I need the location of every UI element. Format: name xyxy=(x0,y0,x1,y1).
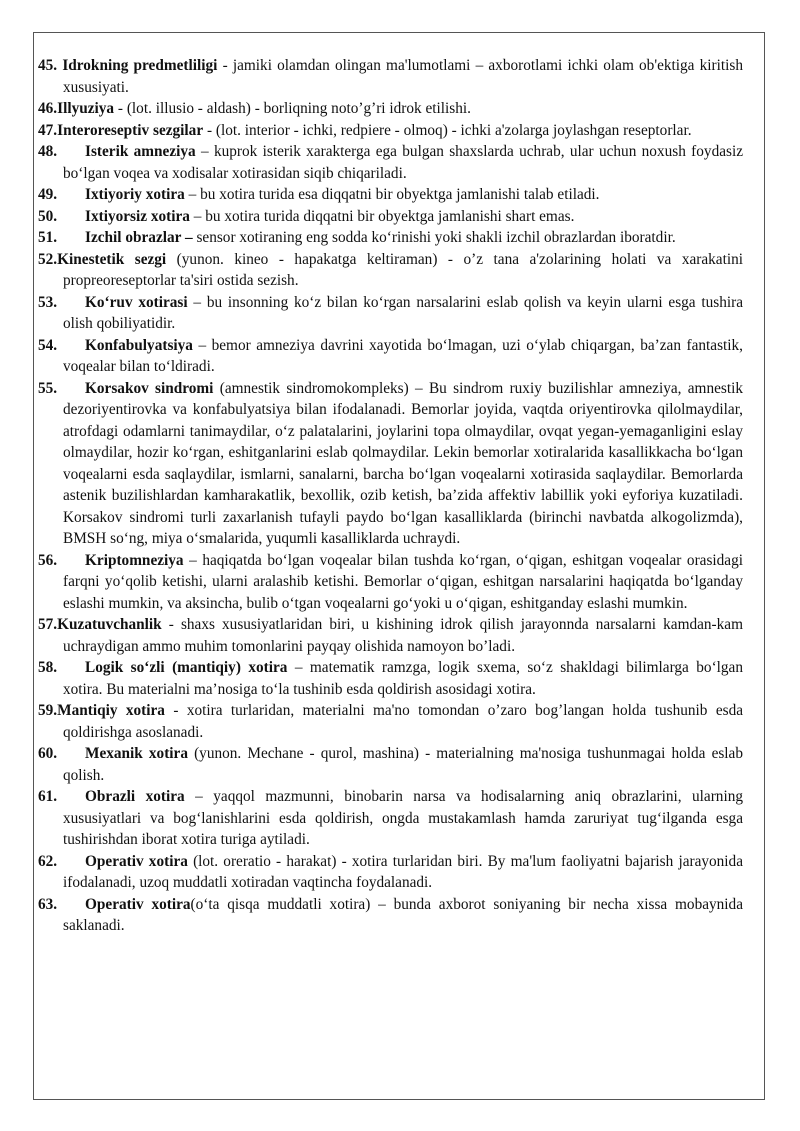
entry-number: 47. xyxy=(38,121,58,139)
entry-definition: (amnestik sindromokompleks) – Bu sindrom ruxiy buzilishlar amneziya, amnestik dezoriyentirovka va konfabulyatsiya bilan ifodalanadi. Bemorlar joyida, vaqtda oriyentirovka qilolmaydilar, atrofdagi odamlarni tanimaydilar, o‘z palatalarini, joylarini topa olmaydilar, ovqat yegan-yemaganligini eslay olmaydilar, hozir ko‘rgan, eshitganlarini eslab qolmaydilar. Lekin bemorlar xotiralarida kasallikkacha bo‘lgan voqealarni esda saqlaydilar, ismlarni, sanalarni, barcha bo‘lgan voqealarni xotirasida saqlaydilar. Bemorlarda astenik buzilishlardan kamharakatlik, bexollik, ozib ketish, ba’zida affektiv labillik yoki eyforiya kuzatiladi. Korsakov sindromi turli zaxarlanish tufayli paydo bo‘lgan kasalliklarda (birinchi navbatda alkogolizmda), BMSH so‘ng, miya o‘smalarida, yuqumli kasalliklarda uchraydi. xyxy=(63,379,743,547)
entry-definition: - (lot. illusio - aldash) - borliqning noto’g’ri idrok etilishi. xyxy=(114,100,471,117)
glossary-entry xyxy=(38,851,743,894)
entry-number: 48. xyxy=(38,143,58,160)
entry-definition: – bemor amneziya davrini xayotida bo‘lmagan, uzi o‘ylab chiqargan, ba’zan fantastik, voqealar bilan to‘ldiradi. xyxy=(63,336,743,375)
glossary-entry xyxy=(38,743,743,786)
entry-term: Logik so‘zli (mantiqiy) xotira xyxy=(85,659,288,676)
entry-term: Izchil obrazlar – xyxy=(85,229,193,246)
entry-term: Korsakov sindromi xyxy=(85,379,214,397)
entry-term: Konfabulyatsiya xyxy=(85,336,193,354)
glossary-entry xyxy=(38,98,743,120)
glossary-entry xyxy=(38,249,743,292)
entry-term: Ixtiyorsiz xotira xyxy=(85,207,190,225)
entry-number: 53. xyxy=(38,293,58,311)
entry-term: Kinestetik sezgi xyxy=(57,250,167,268)
entry-number: 60. xyxy=(38,745,58,762)
entry-definition: - shaxs xususiyatlaridan biri, u kishining idrok qilish jarayonnda narsalarni kamdan-kam uchraydigan ammo muhim tomonlarini payqay olishida namoyon bo’ladi. xyxy=(63,616,743,655)
glossary-list xyxy=(38,55,743,937)
entry-number: 54. xyxy=(38,336,58,354)
entry-definition: (yunon. Mechane - qurol, mashina) - materialning ma'nosiga tushunmagai holda eslab qolish. xyxy=(63,745,743,784)
entry-term: Operativ xotira xyxy=(85,852,188,870)
glossary-entry xyxy=(38,550,743,615)
entry-definition: – yaqqol mazmunni, binobarin narsa va hodisalarning aniq obrazlarini, ularning xususiyatlari va bog‘lanishlarini esda qoldirish, ongda mustakamlash hamda zaruriyat tug‘ilganda esga tushirishdan iborat xotira turiga aytiladi. xyxy=(63,788,743,848)
entry-definition: – kuprok isterik xarakterga ega bulgan shaxslarda uchrab, ular uchun noxush foydasiz bo‘lgan voqea va xodisalar xotirasidan siqib chiqariladi. xyxy=(63,143,743,182)
glossary-entry xyxy=(38,206,743,228)
glossary-entry xyxy=(38,335,743,378)
entry-definition: - xotira turlaridan, materialni ma'no tomondan o’zaro bog’langan holda tushunib esda qoldirishga asoslanadi. xyxy=(63,702,744,741)
entry-number: 51. xyxy=(38,229,58,246)
entry-term: Mexanik xotira xyxy=(85,745,188,762)
glossary-entry xyxy=(38,184,743,206)
entry-number: 52. xyxy=(38,250,58,268)
entry-number: 63. xyxy=(38,895,58,913)
glossary-entry xyxy=(38,894,743,937)
entry-term: Obrazli xotira xyxy=(85,788,185,805)
entry-definition: (lot. oreratio - harakat) - xotira turlaridan biri. By ma'lum faoliyatni bajarish jarayonida ifodalanadi, uzoq muddatli xotiradan vaqtincha foydalanadi. xyxy=(63,852,743,891)
glossary-entry xyxy=(38,292,743,335)
entry-number: 57. xyxy=(38,616,58,633)
entry-number: 61. xyxy=(38,788,58,805)
entry-number: 49. xyxy=(38,186,58,203)
entry-definition: – matematik ramzga, logik sxema, so‘z shakldagi bilimlarga bo‘lgan xotira. Bu materialni ma’nosiga to‘la tushinib esda qoldirish asosidagi xotira. xyxy=(63,659,743,698)
entry-number: 62. xyxy=(38,852,58,870)
entry-definition: – bu xotira turida esa diqqatni bir obyektga jamlanishi talab etiladi. xyxy=(184,186,600,203)
entry-definition: (yunon. kineo - hapakatga keltiraman) - o’z tana a'zolarining holati va xarakatini propreoreseptorlar ta'siri ostida sezish. xyxy=(63,250,743,289)
entry-definition: sensor xotiraning eng sodda ko‘rinishi yoki shakli izchil obrazlardan iboratdir. xyxy=(192,229,676,246)
entry-number: 55. xyxy=(38,379,58,397)
entry-term: Isterik amneziya xyxy=(85,143,196,160)
entry-term: Ko‘ruv xotirasi xyxy=(85,293,188,311)
entry-definition: – bu xotira turida diqqatni bir obyektga jamlanishi shart emas. xyxy=(189,207,575,225)
entry-term: Mantiqiy xotira xyxy=(57,702,165,719)
entry-number: 46. xyxy=(38,100,58,117)
entry-term: Kriptomneziya xyxy=(85,551,184,569)
entry-definition: - jamiki olamdan olingan ma'lumotlami – axborotlami ichki olam ob'ektiga kiritish xususiyati. xyxy=(63,57,743,96)
glossary-entry xyxy=(38,141,743,184)
entry-number: 50. xyxy=(38,207,58,225)
entry-definition: (o‘ta qisqa muddatli xotira) – bunda axborot soniyaning bir necha xissa mobaynida saklanadi. xyxy=(63,895,743,934)
glossary-entry xyxy=(38,700,743,743)
entry-number: 56. xyxy=(38,551,58,569)
glossary-entry xyxy=(38,786,743,851)
entry-term: Interoreseptiv sezgilar xyxy=(57,121,204,139)
glossary-entry xyxy=(38,614,743,657)
entry-term: Operativ xotira xyxy=(85,895,191,913)
entry-number: 59. xyxy=(38,702,58,719)
glossary-entry xyxy=(38,657,743,700)
entry-definition: - (lot. interior - ichki, redpiere - olmoq) - ichki a'zolarga joylashgan reseptorlar. xyxy=(203,121,692,139)
entry-definition: – bu insonning ko‘z bilan ko‘rgan narsalarini eslab qolish va keyin ularni esga tushira olish qobiliyatidir. xyxy=(63,293,743,332)
glossary-entry xyxy=(38,55,743,98)
entry-number: 45. xyxy=(38,57,58,74)
entry-term: Ixtiyoriy xotira xyxy=(85,186,185,203)
entry-definition: – haqiqatda bo‘lgan voqealar bilan tushda ko‘rgan, o‘qigan, eshitgan voqealar orasidagi farqni yo‘qolib ketishi, ularni aralashib ketishi. Bemorlar o‘qigan, eshitgan narsalarini haqiqatda bo‘lganday eslashi mumkin, va aksincha, bulib o‘tgan voqealarni go‘yoki u o‘qigan, eshitganday eslashi mumkin. xyxy=(63,551,743,612)
entry-term: Kuzatuvchanlik xyxy=(57,616,162,633)
glossary-entry xyxy=(38,378,743,550)
entry-number: 58. xyxy=(38,659,58,676)
entry-term: Illyuziya xyxy=(57,100,115,117)
entry-term: Idrokning predmetliligi xyxy=(62,57,218,74)
glossary-entry xyxy=(38,227,743,249)
glossary-entry xyxy=(38,120,743,142)
